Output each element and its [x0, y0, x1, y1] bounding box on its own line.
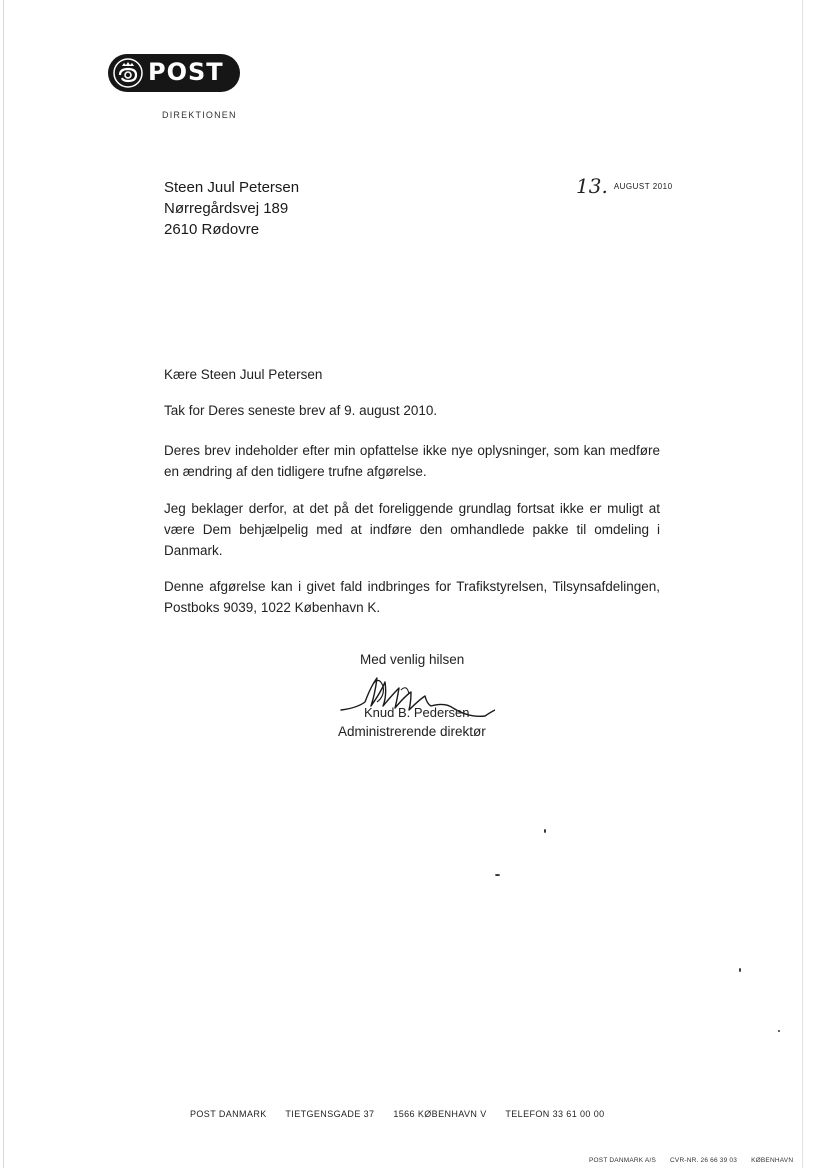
scan-speck [778, 1030, 780, 1032]
recipient-city: 2610 Rødovre [164, 221, 260, 238]
footer-street: TIETGENSGADE 37 [285, 1109, 375, 1119]
date-month-year: AUGUST 2010 [613, 182, 673, 191]
post-horn-crown-icon [112, 57, 144, 89]
company-registration [589, 1157, 805, 1164]
salutation: Kære Steen Juul Petersen [164, 367, 323, 382]
signer-name: Knud B. Pedersen [364, 705, 470, 720]
post-logo [108, 54, 240, 92]
recipient-street: Nørregårdsvej 189 [164, 200, 289, 217]
scan-edge-left [3, 0, 4, 1168]
closing-greeting: Med venlig hilsen [360, 652, 465, 667]
scan-speck [495, 874, 500, 876]
paragraph-3: Jeg beklager derfor, at det på det foreliggende grundlag fortsat ikke er muligt at være Dem behjælpelig med at indføre den omhandlede pakke til omdeling i Danmark. [164, 501, 660, 558]
registration-city: KØBENHAVN [751, 1157, 794, 1164]
footer-address [190, 1109, 621, 1119]
paragraph-2: Deres brev indeholder efter min opfattelse ikke nye oplysninger, som kan medføre en ændring af den tidligere trufne afgørelse. [164, 443, 660, 479]
letter-date [576, 174, 673, 198]
paragraph-4: Denne afgørelse kan i givet fald indbringes for Trafikstyrelsen, Tilsynsafdelingen, Postboks 9039, 1022 København K. [164, 579, 660, 615]
footer-phone: TELEFON 33 61 00 00 [505, 1109, 605, 1119]
registration-company: POST DANMARK A/S [589, 1157, 657, 1164]
scan-speck [739, 968, 741, 972]
recipient-address [164, 177, 299, 240]
scan-edge-right [802, 0, 803, 1168]
footer-city: 1566 KØBENHAVN V [393, 1109, 487, 1119]
signer-title: Administrerende direktør [338, 724, 486, 739]
recipient-name: Steen Juul Petersen [164, 179, 300, 196]
logo-text: POST [148, 58, 224, 86]
registration-cvr: CVR-NR. 26 66 39 03 [670, 1157, 738, 1164]
footer-company: POST DANMARK [190, 1109, 267, 1119]
scan-speck [544, 829, 546, 833]
department-label: DIREKTIONEN [162, 110, 237, 120]
date-day: 13. [576, 174, 608, 198]
paragraph-1: Tak for Deres seneste brev af 9. august 2010. [164, 403, 438, 418]
